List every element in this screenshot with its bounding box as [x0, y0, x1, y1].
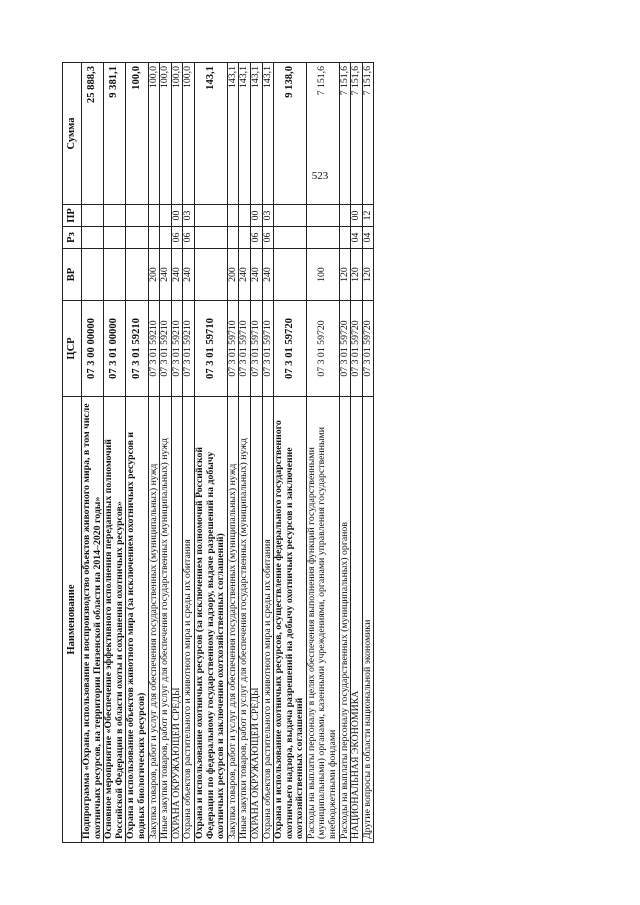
cell-vr	[82, 249, 104, 301]
cell-rz	[160, 227, 172, 249]
cell-rz: 06	[171, 227, 183, 249]
cell-name: НАЦИОНАЛЬНАЯ ЭКОНОМИКА	[351, 397, 363, 843]
cell-pr: 00	[171, 205, 183, 227]
cell-vr: 240	[250, 249, 262, 301]
cell-rz	[274, 227, 307, 249]
table-row	[306, 63, 339, 843]
cell-csr: 07 3 01 59710	[227, 301, 239, 397]
cell-sum: 7 151,6	[351, 63, 363, 205]
cell-vr	[194, 249, 227, 301]
cell-sum: 143,1	[227, 63, 239, 205]
table-row	[250, 63, 262, 843]
cell-vr: 240	[239, 249, 251, 301]
cell-name: Закупка товаров, работ и услуг для обеспечения государственных (муниципальных) нужд	[227, 397, 239, 843]
cell-sum: 25 888,3	[82, 63, 104, 205]
cell-sum: 143,1	[262, 63, 274, 205]
cell-name: Основное мероприятие «Обеспечение эффективного исполнения переданных полномочий Российской Федерации в области охоты и сохранения охотничьих ресурсов»	[104, 397, 126, 843]
cell-name: Расходы на выплаты персоналу в целях обеспечения выполнения функций государственными (муниципальными) органами, казенными учреждениями, органами управления государственными внебюджетными фондами	[306, 397, 339, 843]
cell-name: Другие вопросы в области национальной экономики	[362, 397, 374, 843]
table-row	[262, 63, 274, 843]
cell-name: Иные закупки товаров, работ и услуг для обеспечения государственных (муниципальных) нужд	[160, 397, 172, 843]
cell-csr: 07 3 01 00000	[104, 301, 126, 397]
cell-vr: 120	[362, 249, 374, 301]
cell-csr: 07 3 01 59710	[250, 301, 262, 397]
header-name: Наименование	[63, 397, 82, 843]
table-body	[82, 63, 374, 843]
cell-sum: 9 138,0	[274, 63, 307, 205]
cell-vr: 240	[262, 249, 274, 301]
cell-sum: 100,0	[183, 63, 195, 205]
cell-rz: 04	[362, 227, 374, 249]
cell-name: Закупка товаров, работ и услуг для обеспечения государственных (муниципальных) нужд	[148, 397, 160, 843]
cell-sum: 143,1	[250, 63, 262, 205]
cell-csr: 07 3 01 59710	[194, 301, 227, 397]
cell-name: Охрана объектов растительного и животного мира и среды их обитания	[183, 397, 195, 843]
cell-rz	[104, 227, 126, 249]
cell-vr	[274, 249, 307, 301]
cell-rz: 06	[183, 227, 195, 249]
table-row	[82, 63, 104, 843]
header-rz: Рз	[63, 227, 82, 249]
cell-sum: 143,1	[194, 63, 227, 205]
cell-pr	[339, 205, 351, 227]
cell-pr	[306, 205, 339, 227]
cell-vr	[104, 249, 126, 301]
cell-vr: 120	[351, 249, 363, 301]
table-row	[104, 63, 126, 843]
cell-csr: 07 3 01 59210	[126, 301, 148, 397]
budget-table	[62, 62, 374, 843]
table-row	[160, 63, 172, 843]
header-sum: Сумма	[63, 63, 82, 205]
cell-pr: 12	[362, 205, 374, 227]
rotated-table-container	[62, 63, 582, 843]
cell-rz	[82, 227, 104, 249]
cell-pr: 03	[183, 205, 195, 227]
cell-pr	[148, 205, 160, 227]
table-header-row	[63, 63, 82, 843]
cell-name: Охрана и использование охотничьих ресурсов (за исключением полномочий Российской Федерации по федеральному государственному надзору, выдаче разрешений на добычу охотничьих ресурсов и заключению охотхозяйственных соглашений)	[194, 397, 227, 843]
cell-sum: 100,0	[160, 63, 172, 205]
table-row	[227, 63, 239, 843]
cell-rz	[339, 227, 351, 249]
cell-name: Охрана объектов растительного и животного мира и среды их обитания	[262, 397, 274, 843]
cell-csr: 07 3 01 59720	[362, 301, 374, 397]
cell-csr: 07 3 01 59720	[351, 301, 363, 397]
cell-pr: 03	[262, 205, 274, 227]
cell-csr: 07 3 01 59210	[171, 301, 183, 397]
cell-csr: 07 3 01 59210	[160, 301, 172, 397]
cell-pr	[239, 205, 251, 227]
table-row	[148, 63, 160, 843]
cell-pr	[274, 205, 307, 227]
table-row	[183, 63, 195, 843]
cell-csr: 07 3 01 59210	[148, 301, 160, 397]
cell-name: ОХРАНА ОКРУЖАЮЩЕЙ СРЕДЫ	[171, 397, 183, 843]
cell-name: Подпрограмма «Охрана, использование и воспроизводство объектов животного мира, в том числе охотничьих ресурсов, на территории Пензенской области на 2014–2020 годы»	[82, 397, 104, 843]
cell-csr: 07 3 01 59710	[239, 301, 251, 397]
cell-pr: 00	[250, 205, 262, 227]
header-vr: ВР	[63, 249, 82, 301]
cell-pr	[227, 205, 239, 227]
header-csr: ЦСР	[63, 301, 82, 397]
cell-rz	[227, 227, 239, 249]
table-row	[126, 63, 148, 843]
cell-pr	[104, 205, 126, 227]
cell-name: Охрана и использование охотничьих ресурсов, осуществление федерального государственного охотничьего надзора, выдача разрешений на добычу охотничьих ресурсов и заключение охотхозяйственных соглашений	[274, 397, 307, 843]
cell-pr	[160, 205, 172, 227]
cell-sum: 7 151,6	[306, 63, 339, 205]
cell-vr: 240	[171, 249, 183, 301]
cell-rz	[148, 227, 160, 249]
cell-vr: 240	[160, 249, 172, 301]
cell-rz: 06	[262, 227, 274, 249]
cell-vr: 200	[227, 249, 239, 301]
table-row	[239, 63, 251, 843]
cell-name: Охрана и использование объектов животного мира (за исключением охотничьих ресурсов и водных биологических ресурсов)	[126, 397, 148, 843]
cell-rz	[306, 227, 339, 249]
table-row	[351, 63, 363, 843]
cell-csr: 07 3 01 59210	[183, 301, 195, 397]
cell-rz	[239, 227, 251, 249]
cell-sum: 9 381,1	[104, 63, 126, 205]
cell-csr: 07 3 01 59720	[339, 301, 351, 397]
table-row	[339, 63, 351, 843]
cell-pr	[194, 205, 227, 227]
cell-rz	[126, 227, 148, 249]
cell-rz	[194, 227, 227, 249]
cell-vr	[126, 249, 148, 301]
cell-pr: 00	[351, 205, 363, 227]
cell-name: Иные закупки товаров, работ и услуг для обеспечения государственных (муниципальных) нужд	[239, 397, 251, 843]
cell-sum: 100,0	[148, 63, 160, 205]
cell-sum: 7 151,6	[339, 63, 351, 205]
table-row	[362, 63, 374, 843]
cell-vr: 120	[339, 249, 351, 301]
cell-pr	[126, 205, 148, 227]
cell-csr: 07 3 01 59720	[274, 301, 307, 397]
cell-name: Расходы на выплаты персоналу государственных (муниципальных) органов	[339, 397, 351, 843]
cell-csr: 07 3 00 00000	[82, 301, 104, 397]
header-pr: ПР	[63, 205, 82, 227]
cell-rz: 06	[250, 227, 262, 249]
cell-csr: 07 3 01 59720	[306, 301, 339, 397]
cell-csr: 07 3 01 59710	[262, 301, 274, 397]
cell-vr: 100	[306, 249, 339, 301]
table-row	[274, 63, 307, 843]
cell-pr	[82, 205, 104, 227]
cell-rz: 04	[351, 227, 363, 249]
cell-vr: 240	[183, 249, 195, 301]
cell-sum: 143,1	[239, 63, 251, 205]
cell-sum: 100,0	[171, 63, 183, 205]
table-row	[171, 63, 183, 843]
cell-sum: 100,0	[126, 63, 148, 205]
cell-name: ОХРАНА ОКРУЖАЮЩЕЙ СРЕДЫ	[250, 397, 262, 843]
cell-sum: 7 151,6	[362, 63, 374, 205]
page-number: 523	[311, 170, 329, 182]
cell-vr: 200	[148, 249, 160, 301]
table-row	[194, 63, 227, 843]
